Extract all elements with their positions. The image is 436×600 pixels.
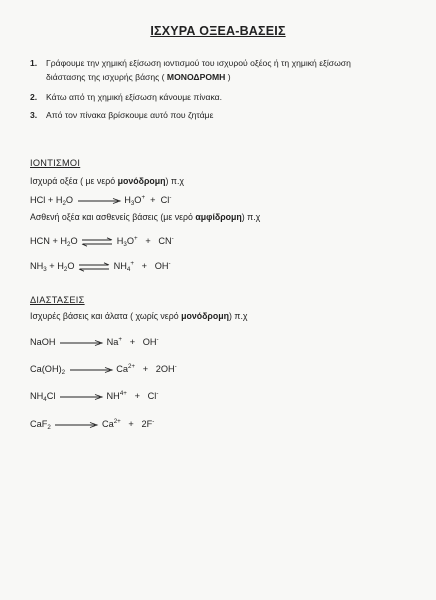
step-text-line2: διάστασης της ισχυρής βάσης ( ΜΟΝΟΔΡΟΜΗ ): [46, 72, 231, 82]
step-text: Γράφουμε την χημική εξίσωση ιοντισμού του ισχυρού οξέος ή τη χημική εξίσωση: [46, 58, 351, 68]
one-way-arrow-icon: [76, 197, 122, 205]
strong-acids-intro: Ισχυρά οξέα ( με νερό μονόδρομη) π.χ: [30, 176, 185, 186]
equation-naoh: NaOH Na+ + OH-: [30, 336, 159, 347]
strong-bases-intro: Ισχυρές βάσεις και άλατα ( χωρίς νερό μονόδρομη) π.χ: [30, 311, 248, 321]
equation-nh4cl: $NH_4Cl$ $NH^{4+}$ + Cl-: [30, 390, 159, 403]
step-number: 1.: [30, 58, 38, 68]
weak-acids-intro: Ασθενή οξέα και ασθενείς βάσεις (με νερό αμφίδρομη) π.χ: [30, 212, 261, 222]
equation-hcl: HCl + $H_2O$ $H_3O^+ + Cl^-$: [30, 194, 172, 207]
equilibrium-arrow-icon: [77, 262, 111, 272]
one-way-arrow-icon: [58, 339, 104, 347]
one-way-arrow-icon: [68, 366, 114, 374]
equation-caf2: CaF$_2$ $Ca^{2+}$ + 2F-: [30, 418, 155, 431]
equation-nh3: $NH_3 + H_2O$ $NH_4^+$ + OH-: [30, 260, 171, 273]
equation-caoh2: $Ca(OH)_2$ $Ca^{2+}$ + 2OH-: [30, 363, 177, 376]
equation-hcn: HCN + $H_2O$ $H_3O^+$ + CN-: [30, 235, 174, 248]
step-text: Από τον πίνακα βρίσκουμε αυτό που ζητάμε: [46, 110, 214, 120]
step-number: 2.: [30, 92, 38, 102]
step-number: 3.: [30, 110, 38, 120]
section-heading-dissociation: ΔΙΑΣΤΑΣΕΙΣ: [30, 295, 85, 305]
page-title: ΙΣΧΥΡΑ ΟΞΕΑ-ΒΑΣΕΙΣ: [150, 24, 286, 38]
equilibrium-arrow-icon: [80, 237, 114, 247]
one-way-arrow-icon: [58, 393, 104, 401]
section-heading-ionization: ΙΟΝΤΙΣΜΟΙ: [30, 158, 81, 168]
one-way-arrow-icon: [53, 421, 99, 429]
step-text: Κάτω από τη χημική εξίσωση κάνουμε πίνακα.: [46, 92, 223, 102]
